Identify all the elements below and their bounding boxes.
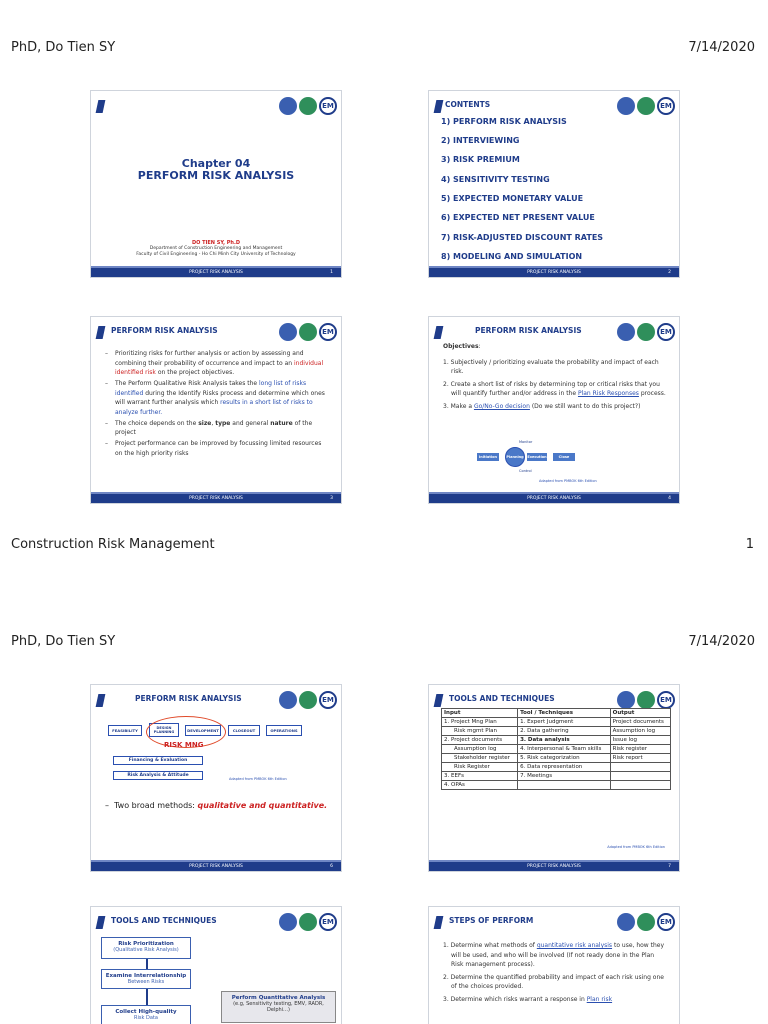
objective-item: 3. Make a Go/No-Go decision (Do we still want to do this project?) [443,402,641,410]
header-author: PhD, Do Tien SY [11,40,116,55]
plan-risk-link[interactable]: Plan risk [586,995,613,1003]
objective-item: 1. Subjectively / prioritizing evaluate the probability and impact of each risk. [443,358,659,375]
em-logo-icon: EM [657,691,675,709]
bullet-item: – The Perform Qualitative Risk Analysis takes the long list of risks identified during the Identify Risks process and determine which ones will warrant further analysis which results in a short list of risks to analyze further. [105,379,329,417]
step-item: 2. Determine the quantified probability and impact of each risk using one of the choices provided. [443,973,664,990]
header-date: 7/14/2020 [688,634,755,649]
flow-arrow [146,959,148,969]
footer-course: Construction Risk Management [11,537,215,552]
objectives-heading: Objectives [443,343,479,350]
collect-risk-data-box: Collect High-quality Risk Data [101,1005,191,1024]
university-logo-icon [279,913,297,931]
examine-interrelationship-box: Examine Interrelationship Between Risks [101,969,191,989]
step-item: 1. Determine what methods of quantitative risk analysis to use, how they will be used, and who will be involved (If not ready done in the Plan Risk management process). [443,942,665,968]
go-no-go-link[interactable]: Go/No-Go decision [473,402,530,410]
phase-design-planning: DESIGN PLANNING [149,723,179,737]
plan-risk-responses-link[interactable]: Plan Risk Responses [577,390,639,397]
bullet-item: – Prioritizing risks for further analysis or action by assessing and combining their probability of occurrence and impact to an individual identified risk on the project objectives. [105,349,329,378]
slide-title: STEPS OF PERFORM [449,916,534,925]
slide-2-contents [428,90,680,278]
slide-title: PERFORM RISK ANALYSIS [111,326,218,335]
slide-8-steps [428,906,680,1024]
cycle-close: Close [553,453,575,461]
bullet-item: – The choice depends on the size, type and general nature of the project [105,419,329,438]
objectives-list: Objectives: 1. Subjectively / prioritizing evaluate the probability and impact of each risk. 2. Create a short list of risks by determining top or critical risks that you will quantify further and/or address in the Plan Risk Responses process. 3. Make a Go/No-Go decision (Do we still want to do this project?) [443,343,666,410]
cycle-planning: Planning [505,447,525,467]
table-row: Risk Register 6. Data representation [442,763,671,772]
table-row: 1. Project Mng Plan 1. Expert Judgment Project documents [442,718,671,727]
slide-footer: PROJECT RISK ANALYSIS 6 [91,862,341,871]
slide-3-risk-analysis [90,316,342,504]
em-logo-icon: EM [319,691,337,709]
university-logo-icon [279,323,297,341]
department: Department of Construction Engineering and Management [149,246,283,251]
phase-operations: OPERATIONS [266,725,302,736]
faculty-logo-icon [299,913,317,931]
faculty-logo-icon [299,691,317,709]
adapted-note: Adapted from PMBOK 6th Edition [607,845,665,849]
em-logo-icon: EM [657,97,675,115]
table-row: Stakeholder register 5. Risk categorization Risk report [442,754,671,763]
cycle-initiation: Initiation [479,455,497,459]
header-date: 7/14/2020 [688,40,755,55]
bullet-item: – Project performance can be improved by focussing limited resources on the high priority risks [105,439,329,458]
university-logo-icon [617,97,635,115]
em-logo-icon: EM [657,323,675,341]
quantitative-risk-analysis-link[interactable]: quantitative risk analysis [536,942,613,949]
cycle-monitor: Monitor [519,440,533,444]
perform-quantitative-box: Perform Quantitative Analysis (e.g, Sensitivity testing, EMV, RADR, Delphi…) [221,991,336,1023]
adapted-note: Adapted from PMBOK 6th Edition [539,479,597,483]
university-logo-icon [617,913,635,931]
faculty-logo-icon [299,323,317,341]
slide-4-objectives [428,316,680,504]
faculty-logo-icon [637,691,655,709]
university-logo-icon [617,691,635,709]
toc-item: 2) INTERVIEWING [441,136,520,145]
toc-item: 5) EXPECTED MONETARY VALUE [441,194,584,203]
slide-footer: PROJECT RISK ANALYSIS 7 [429,862,679,871]
cycle-control: Control [519,469,532,473]
risk-prioritization-box: Risk Prioritization (Qualitative Risk Analysis) [101,937,191,959]
em-logo-icon: EM [319,97,337,115]
cycle-execution: Execution [527,455,547,459]
chapter-title: PERFORM RISK ANALYSIS [137,169,295,182]
step-item: 3. Determine which risks warrant a response in Plan risk [443,995,613,1003]
toc-item: 1) PERFORM RISK ANALYSIS [441,117,567,126]
toc-item: 8) MODELING AND SIMULATION [441,252,583,261]
steps-list [443,941,667,1007]
slide-footer: PROJECT RISK ANALYSIS 1 [91,268,341,277]
footer-page-number: 1 [745,537,754,552]
phase-development: DEVELOPMENT [185,725,221,736]
table-header-row: Input Tool / Techniques Output [442,709,671,718]
slide-1-title [90,90,342,278]
logo-group [279,97,337,115]
faculty-logo-icon [637,97,655,115]
toc-item: 6) EXPECTED NET PRESENT VALUE [441,213,595,222]
slide-7-tools-flow [90,906,342,1024]
financing-evaluation: Financing & Evaluation [113,756,203,765]
faculty-logo-icon [637,323,655,341]
bullet-list [105,349,329,460]
slide-footer: PROJECT RISK ANALYSIS 4 [429,494,679,503]
slide-6-tools-table [428,684,680,872]
slide-title: PERFORM RISK ANALYSIS [135,694,242,703]
slide-footer: PROJECT RISK ANALYSIS 2 [429,268,679,277]
slide-footer: PROJECT RISK ANALYSIS 3 [91,494,341,503]
two-methods-text: – Two broad methods: qualitative and quantitative. [105,801,328,810]
faculty-logo-icon [299,97,317,115]
university-logo-icon [617,323,635,341]
author-name: DO TIEN SY, Ph.D [191,240,241,246]
chapter-label: Chapter 04 [181,157,251,170]
toc-item: 4) SENSITIVITY TESTING [441,175,550,184]
adapted-note: Adapted from PMBOK 6th Edition [229,777,287,781]
objective-item: 2. Create a short list of risks by determining top or critical risks that you will quantify further and/or address in the Plan Risk Responses process. [443,380,666,397]
slide-title: TOOLS AND TECHNIQUES [449,694,555,703]
em-logo-icon: EM [657,913,675,931]
em-logo-icon: EM [319,323,337,341]
risk-mng-label: RISK MNG [164,741,204,749]
phase-feasibility: FEASIBILITY [108,725,142,736]
table-row: 2. Project documents 3. Data analysis Issue log [442,736,671,745]
risk-analysis-attitude: Risk Analysis & Attitude [113,771,203,780]
header-author: PhD, Do Tien SY [11,634,116,649]
table-row: Assumption log 4. Interpersonal & Team skills Risk register [442,745,671,754]
table-row: Risk mgmt Plan 2. Data gathering Assumption log [442,727,671,736]
faculty-logo-icon [637,913,655,931]
slide-accent-bar [96,100,106,113]
flow-arrow [146,989,148,1005]
table-row: 4. OPAs [442,781,671,790]
slide-title: PERFORM RISK ANALYSIS [475,326,582,335]
tools-table [441,708,671,790]
faculty: Faculty of Civil Engineering - Ho Chi Minh City University of Technology [136,252,296,257]
toc-item: 3) RISK PREMIUM [441,155,520,164]
table-row: 3. EEFs 7. Meetings [442,772,671,781]
slide-5-methods [90,684,342,872]
university-logo-icon [279,97,297,115]
university-logo-icon [279,691,297,709]
toc-item: 7) RISK-ADJUSTED DISCOUNT RATES [441,233,604,242]
slide-title: CONTENTS [445,100,491,109]
slide-title: TOOLS AND TECHNIQUES [111,916,217,925]
em-logo-icon: EM [319,913,337,931]
phase-closeout: CLOSEOUT [228,725,260,736]
